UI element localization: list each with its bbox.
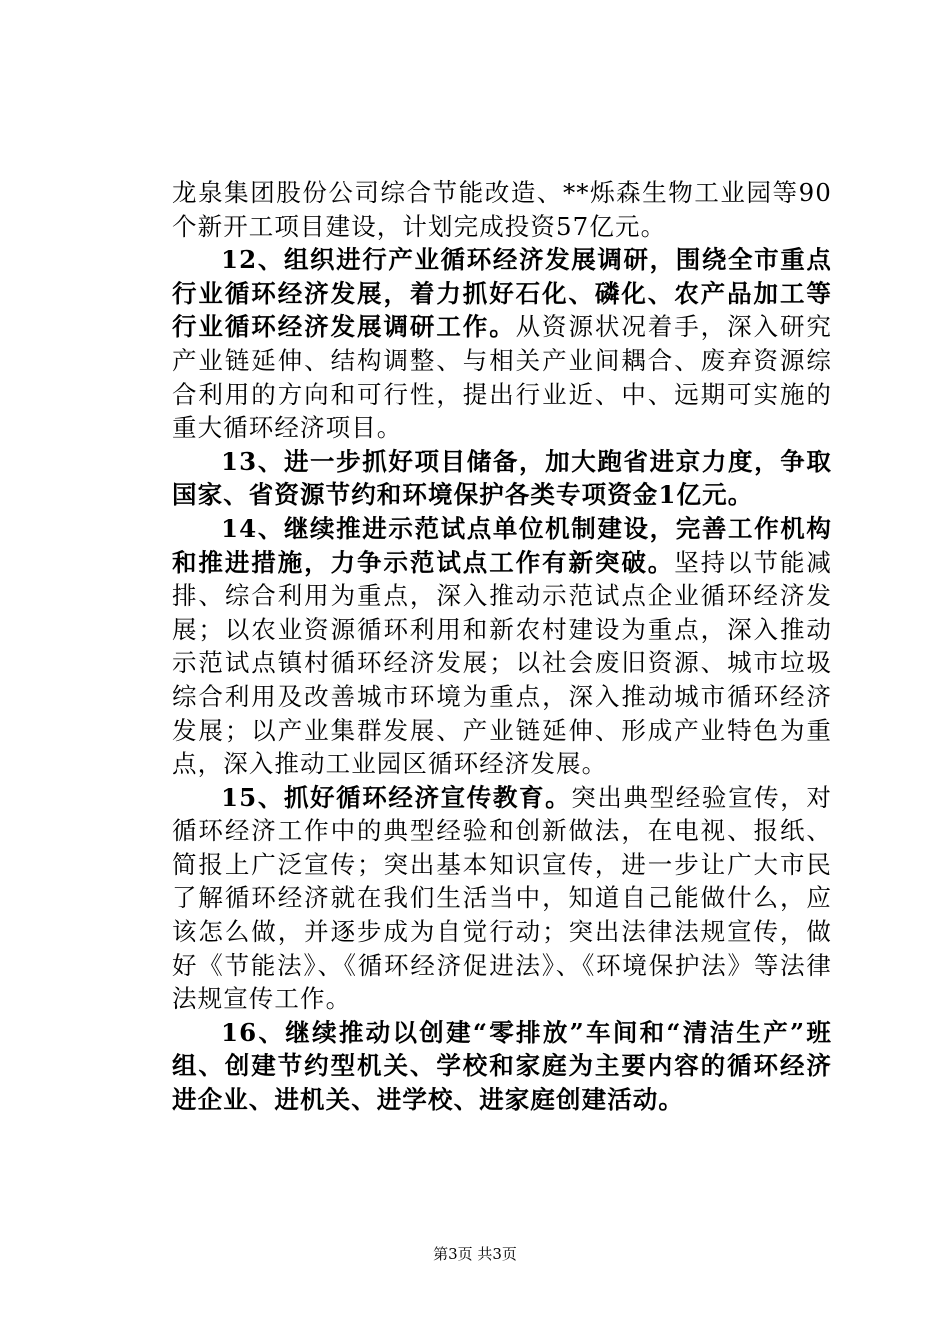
paragraph-text: 突出典型经验宣传，对循环经济工作中的典型经验和创新做法，在电视、报纸、简报上广泛宣传；突出基本知识宣传，进一步让广大市民了解循环经济就在我们生活当中，知道自己能做什么，应该怎么做，并逐步成为自觉行动；突出法律法规宣传，做好《节能法》、《循环经济促进法》、《环境保护法》等法律法规宣传工作。 <box>172 782 833 1014</box>
paragraph-item-16 <box>172 1016 832 1117</box>
paragraph-item-15 <box>172 781 832 1016</box>
page-number-footer: 第3页 共3页 <box>433 1245 517 1263</box>
paragraph-text: 龙泉集团股份公司综合节能改造、**烁森生物工业园等90个新开工项目建设，计划完成投资57亿元。 <box>172 178 832 241</box>
paragraph-item-13 <box>172 445 832 512</box>
paragraph-lead: 12、组织进行产业循环经济发展调研，围绕全市重点行业循环经济发展，着力抓好石化、磷化、农产品加工等行业循环经济发展调研工作。 <box>172 245 832 342</box>
paragraph-lead: 13、进一步抓好项目储备，加大跑省进京力度，争取国家、省资源节约和环境保护各类专项资金1亿元。 <box>172 446 832 510</box>
paragraph-lead: 16、继续推动以创建“零排放”车间和“清洁生产”班组、创建节约型机关、学校和家庭为主要内容的循环经济进企业、进机关、进学校、进家庭创建活动。 <box>172 1017 832 1115</box>
paragraph-lead: 15、抓好循环经济宣传教育。 <box>221 782 572 812</box>
paragraph-lead: 14、继续推进示范试点单位机制建设，完善工作机构和推进措施，力争示范试点工作有新突破。 <box>172 513 832 577</box>
document-body <box>172 176 832 1117</box>
paragraph-continuation <box>172 176 832 243</box>
paragraph-item-12 <box>172 243 832 445</box>
paragraph-item-14 <box>172 512 832 781</box>
paragraph-text: 从资源状况着手，深入研究产业链延伸、结构调整、与相关产业间耦合、废弃资源综合利用的方向和可行性，提出行业近、中、远期可实施的重大循环经济项目。 <box>172 312 832 443</box>
paragraph-text: 坚持以节能减排、综合利用为重点，深入推动示范试点企业循环经济发展；以农业资源循环利用和新农村建设为重点，深入推动示范试点镇村循环经济发展；以社会废旧资源、城市垃圾综合利用及改善城市环境为重点，深入推动城市循环经济发展；以产业集群发展、产业链延伸、形成产业特色为重点，深入推动工业园区循环经济发展。 <box>172 547 832 779</box>
